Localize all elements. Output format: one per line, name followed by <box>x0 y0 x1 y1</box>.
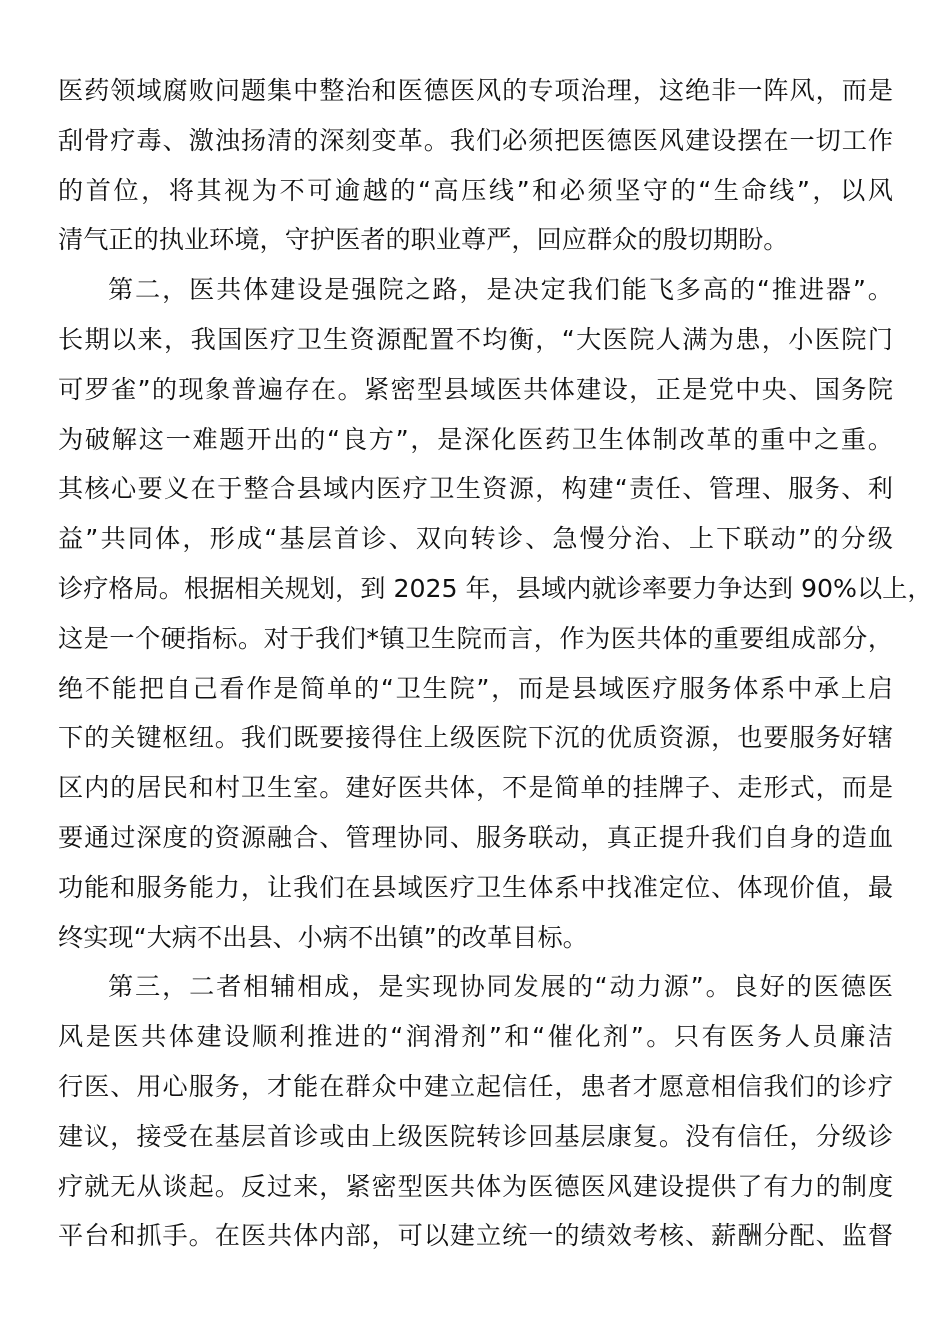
text-line: 第二，医共体建设是强院之路，是决定我们能飞多高的“推进器”。 <box>108 275 893 305</box>
text-line: 疗就无从谈起。反过来，紧密型医共体为医德医风建设提供了有力的制度 <box>58 1171 893 1201</box>
text-line: 益”共同体，形成“基层首诊、双向转诊、急慢分治、上下联动”的分级 <box>58 524 893 554</box>
text-line: 绝不能把自己看作是简单的“卫生院”，而是县域医疗服务体系中承上启 <box>58 673 893 703</box>
text-line: 下的关键枢纽。我们既要接得住上级医院下沉的优质资源，也要服务好辖 <box>58 723 893 753</box>
text-line: 这是一个硬指标。对于我们*镇卫生院而言，作为医共体的重要组成部分， <box>58 623 893 653</box>
document-page <box>58 66 933 1261</box>
text-line: 为破解这一难题开出的“良方”，是深化医药卫生体制改革的重中之重。 <box>58 424 893 454</box>
text-line: 清气正的执业环境，守护医者的职业尊严，回应群众的殷切期盼。 <box>58 225 789 255</box>
paragraph-1 <box>58 66 893 265</box>
text-line: 刮骨疗毒、激浊扬清的深刻变革。我们必须把医德医风建设摆在一切工作 <box>58 125 893 155</box>
text-line: 建议，接受在基层首诊或由上级医院转诊回基层康复。没有信任，分级诊 <box>58 1121 893 1151</box>
paragraph-2 <box>58 265 933 962</box>
text-line: 诊疗格局。根据相关规划，到 2025 年，县域内就诊率要力争达到 90%以上， <box>58 573 933 603</box>
text-line: 平台和抓手。在医共体内部，可以建立统一的绩效考核、薪酬分配、监督 <box>58 1221 893 1251</box>
text-line: 医药领域腐败问题集中整治和医德医风的专项治理，这绝非一阵风，而是 <box>58 76 893 105</box>
text-line: 要通过深度的资源融合、管理协同、服务联动，真正提升我们自身的造血 <box>58 822 893 852</box>
text-line: 风是医共体建设顺利推进的“润滑剂”和“催化剂”。只有医务人员廉洁 <box>58 1022 893 1052</box>
text-line: 第三，二者相辅相成，是实现协同发展的“动力源”。良好的医德医 <box>108 972 893 1002</box>
text-line: 长期以来，我国医疗卫生资源配置不均衡，“大医院人满为患，小医院门 <box>58 324 893 354</box>
text-line: 终实现“大病不出县、小病不出镇”的改革目标。 <box>58 922 588 952</box>
text-line: 功能和服务能力，让我们在县域医疗卫生体系中找准定位、体现价值，最 <box>58 872 893 902</box>
text-line: 行医、用心服务，才能在群众中建立起信任，患者才愿意相信我们的诊疗 <box>58 1071 893 1101</box>
text-line: 的首位，将其视为不可逾越的“高压线”和必须坚守的“生命线”，以风 <box>58 175 893 205</box>
text-line: 其核心要义在于整合县域内医疗卫生资源，构建“责任、管理、服务、利 <box>58 474 893 504</box>
paragraph-3 <box>58 962 893 1261</box>
text-line: 区内的居民和村卫生室。建好医共体，不是简单的挂牌子、走形式，而是 <box>58 773 893 803</box>
text-line: 可罗雀”的现象普遍存在。紧密型县域医共体建设，正是党中央、国务院 <box>58 374 893 404</box>
